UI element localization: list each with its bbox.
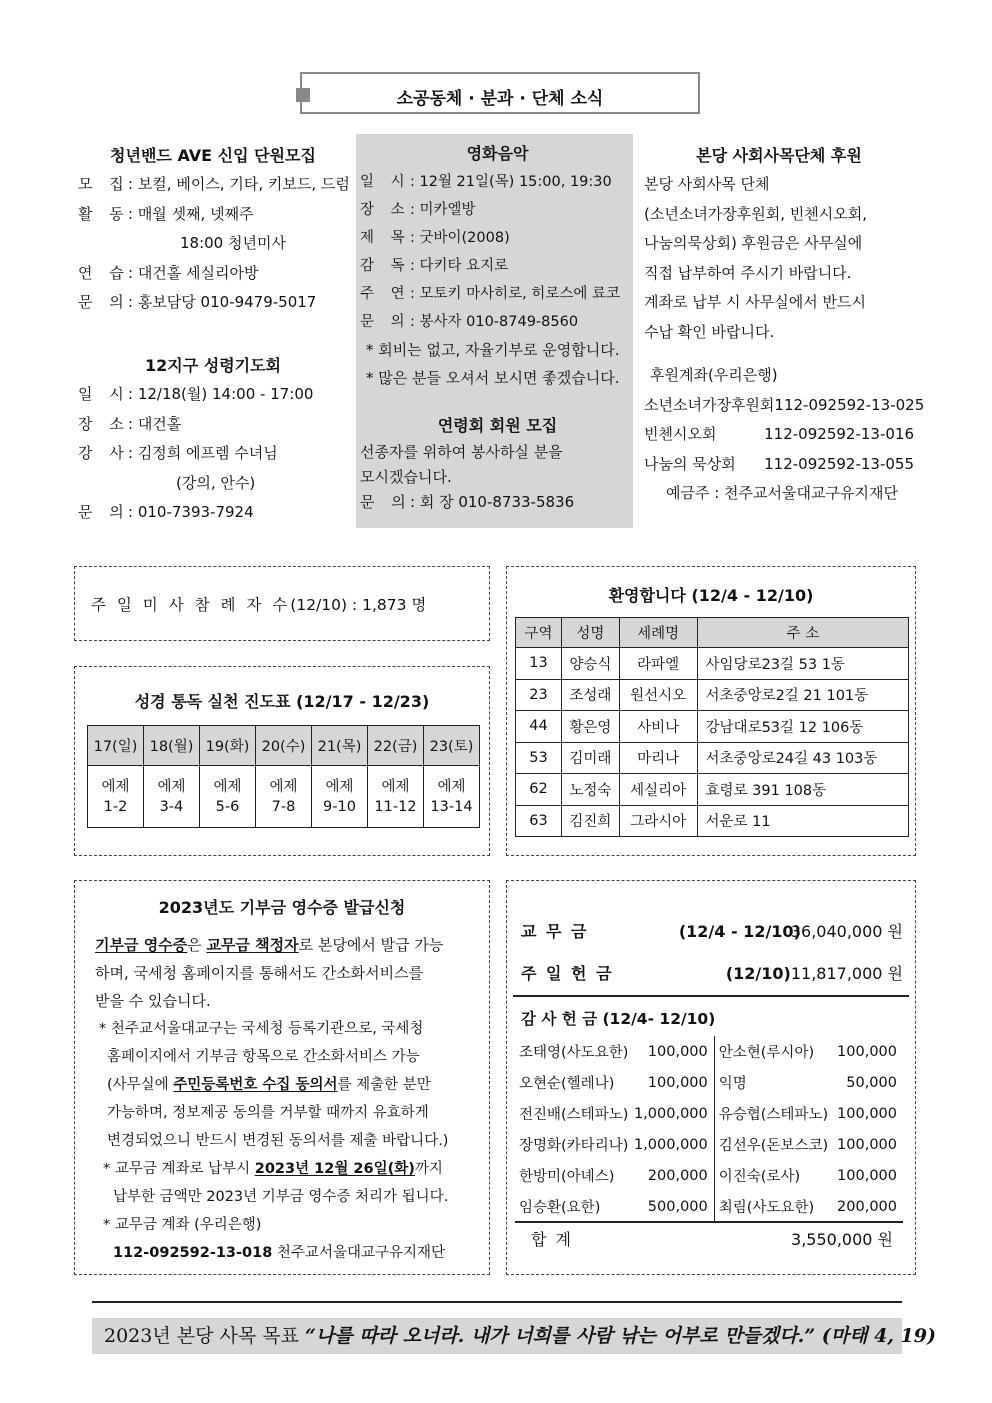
receipt-para-2: 하며, 국세청 홈페이지를 통해서도 간소화서비스를 bbox=[95, 964, 424, 982]
prayer-row-key: 일 시 bbox=[78, 385, 130, 403]
band-row-value: 18:00 청년미사 bbox=[180, 234, 286, 252]
account-name: 나눔의 묵상회 bbox=[644, 454, 736, 473]
bible-cell bbox=[256, 766, 312, 828]
account-name: 빈첸시오회 bbox=[644, 425, 717, 443]
bible-book: 에제 bbox=[213, 778, 242, 795]
bible-chapters: 1-2 bbox=[103, 798, 128, 815]
finance-label: 교 무 금 bbox=[521, 922, 589, 941]
support-line: 직접 납부하여 주시기 바랍니다. bbox=[644, 263, 852, 282]
prayer-title: 12지구 성령기도회 bbox=[144, 356, 282, 375]
band-row bbox=[78, 229, 348, 259]
bible-day-header: 21(목) bbox=[312, 726, 368, 766]
bible-chapters: 7-8 bbox=[271, 798, 296, 815]
table-row bbox=[519, 1036, 903, 1067]
receipt-account: 112-092592-13-018 천주교서울대교구유지재단 bbox=[113, 1245, 446, 1261]
donor-name: 김선우(돈보스코) bbox=[714, 1129, 828, 1160]
bible-day-header: 23(토) bbox=[424, 726, 480, 766]
prayer-row bbox=[78, 439, 348, 469]
support-account-row bbox=[644, 420, 914, 450]
table-row bbox=[516, 774, 909, 806]
table-row bbox=[516, 742, 909, 774]
bible-title: 성경 통독 실천 진도표 (12/17 - 12/23) bbox=[134, 692, 430, 711]
bible-chapters: 5-6 bbox=[215, 798, 240, 815]
welcome-cell: 23 bbox=[516, 679, 562, 711]
welcome-cell: 원선시오 bbox=[619, 679, 697, 711]
welcome-cell: 양승식 bbox=[561, 648, 619, 680]
bible-cell bbox=[144, 766, 200, 828]
thanks-table bbox=[519, 1036, 903, 1222]
band-row-value: : 대건홀 세실리아방 bbox=[128, 263, 259, 282]
movie-row bbox=[360, 308, 635, 336]
prayer-row-value: (강의, 안수) bbox=[176, 473, 256, 492]
pastoral-motto: 2023년 본당 사목 목표 “나를 따라 오너라. 내가 너희를 사람 낚는 어부로 만들겠다.” (마태 4, 19) bbox=[92, 1318, 902, 1354]
bible-day-header: 19(화) bbox=[200, 726, 256, 766]
movie-row-value: : 12월 21일(목) 15:00, 19:30 bbox=[410, 174, 612, 190]
prayer-row-key: 장 소 bbox=[78, 414, 130, 433]
movie-note-2: * 많은 분들 오셔서 보시면 좋겠습니다. bbox=[366, 369, 620, 387]
finance-amount: 36,040,000 원 bbox=[790, 922, 903, 941]
movie-row bbox=[360, 196, 635, 224]
welcome-cell: 마리나 bbox=[619, 742, 697, 774]
welcome-table bbox=[515, 617, 909, 837]
bible-chapters: 11-12 bbox=[374, 798, 417, 815]
welcome-cell: 라파엘 bbox=[619, 648, 697, 680]
account-number: 112-092592-13-025 bbox=[774, 395, 925, 414]
welcome-box bbox=[506, 566, 916, 856]
movie-row bbox=[360, 280, 635, 308]
welcome-header: 세례명 bbox=[619, 618, 697, 648]
bible-book: 에제 bbox=[325, 778, 354, 795]
support-account-row bbox=[644, 450, 914, 480]
support-title: 본당 사회사목단체 후원 bbox=[696, 146, 862, 165]
receipt-note-4: 가능하며, 정보제공 동의를 거부할 때까지 유효하게 bbox=[107, 1105, 429, 1121]
thanks-title: 감 사 헌 금 (12/4- 12/10) bbox=[521, 1010, 716, 1028]
donor-amount: 200,000 bbox=[837, 1198, 897, 1215]
bible-chapters: 9-10 bbox=[323, 798, 356, 815]
donor-amount: 200,000 bbox=[647, 1167, 708, 1184]
bible-book: 에제 bbox=[101, 778, 130, 795]
donor-name: 한방미(아녜스) bbox=[519, 1169, 615, 1185]
donor-amount: 100,000 bbox=[837, 1105, 897, 1122]
mass-attendance-box bbox=[74, 566, 490, 641]
donor-name: 오현순(헬레나) bbox=[519, 1076, 615, 1092]
receipt-para-1: 기부금 영수증은 교무금 책정자로 본당에서 발급 가능 bbox=[95, 936, 444, 954]
bible-book: 에제 bbox=[269, 778, 298, 795]
movie-row-key: 감 독 bbox=[360, 258, 411, 274]
band-row bbox=[78, 170, 348, 200]
band-row bbox=[78, 200, 348, 230]
band-row-value: : 매월 셋째, 넷째주 bbox=[128, 204, 254, 223]
band-row bbox=[78, 259, 348, 289]
prayer-row-key bbox=[78, 469, 128, 499]
support-line: 나눔의묵상회) 후원금은 사무실에 bbox=[644, 234, 863, 252]
donor-name: 전진배(스테파노) bbox=[519, 1107, 629, 1123]
band-row-value: : 홍보담당 010-9479-5017 bbox=[128, 293, 317, 311]
donor-name: 임승환(요한) bbox=[519, 1200, 601, 1216]
table-row bbox=[516, 679, 909, 711]
welcome-header: 주 소 bbox=[697, 618, 908, 648]
bible-chapters: 13-14 bbox=[430, 798, 473, 815]
donor-amount: 1,000,000 bbox=[633, 1105, 708, 1122]
welcome-cell: 세실리아 bbox=[619, 774, 697, 806]
account-number: 112-092592-13-016 bbox=[764, 425, 914, 443]
section-header bbox=[300, 72, 700, 114]
movie-row-value: : 모토키 마사히로, 히로스에 료코 bbox=[410, 286, 621, 302]
welcome-cell: 44 bbox=[516, 711, 562, 743]
bible-day-header: 18(월) bbox=[144, 726, 200, 766]
bible-day-header: 22(금) bbox=[368, 726, 424, 766]
donor-name: 장명화(카타리나) bbox=[519, 1138, 629, 1154]
welcome-cell: 강남대로53길 12 106동 bbox=[697, 711, 908, 743]
prayer-row bbox=[78, 380, 348, 410]
table-row bbox=[519, 1160, 903, 1191]
receipt-para-3: 받을 수 있습니다. bbox=[95, 992, 211, 1010]
welcome-cell: 그라시아 bbox=[619, 805, 697, 837]
receipt-note-5: 변경되었으니 반드시 변경된 동의서를 제출 바랍니다.) bbox=[107, 1133, 449, 1149]
movie-row-key: 장 소 bbox=[360, 202, 411, 218]
receipt-box bbox=[74, 880, 490, 1275]
donor-name: 유승협(스테파노) bbox=[714, 1098, 828, 1129]
support-account-row bbox=[644, 391, 925, 421]
band-row-key: 문 의 bbox=[78, 293, 130, 311]
account-name: 소년소녀가장후원회 bbox=[644, 395, 775, 414]
movie-row-value: : 미카엘방 bbox=[410, 202, 476, 218]
receipt-note-8: * 교무금 계좌 (우리은행) bbox=[103, 1217, 262, 1233]
welcome-cell: 노정숙 bbox=[561, 774, 619, 806]
mass-label: 주 일 미 사 참 례 자 수 bbox=[91, 596, 291, 614]
finance-amount: 11,817,000 원 bbox=[790, 964, 903, 983]
band-row-key: 활 동 bbox=[78, 204, 130, 223]
support-line: 본당 사회사목 단체 bbox=[644, 175, 770, 193]
account-number: 112-092592-13-055 bbox=[764, 454, 914, 473]
receipt-note-2: 홈페이지에서 기부금 항목으로 간소화서비스 가능 bbox=[107, 1049, 420, 1065]
movie-row-key: 문 의 bbox=[360, 314, 411, 330]
welcome-cell: 서초중앙로24길 43 103동 bbox=[697, 742, 908, 774]
receipt-note-1: * 천주교서울대교구는 국세청 등록기관으로, 국세청 bbox=[99, 1021, 424, 1037]
welcome-header: 구역 bbox=[516, 618, 562, 648]
prayer-row-key: 강 사 bbox=[78, 444, 130, 462]
bible-cell bbox=[88, 766, 144, 828]
prayer-row-value: : 대건홀 bbox=[128, 414, 182, 433]
donor-name: 조태영(사도요한) bbox=[519, 1045, 629, 1061]
receipt-note-3: (사무실에 주민등록번호 수집 동의서를 제출한 분만 bbox=[107, 1077, 431, 1093]
total-label: 합 계 bbox=[531, 1230, 573, 1249]
movie-row bbox=[360, 224, 635, 252]
donor-amount: 100,000 bbox=[837, 1136, 897, 1153]
bible-chapters: 3-4 bbox=[159, 798, 184, 815]
donor-name: 익명 bbox=[714, 1067, 828, 1098]
footer-divider bbox=[92, 1301, 902, 1303]
bible-cell bbox=[368, 766, 424, 828]
band-row bbox=[78, 288, 348, 318]
movie-row bbox=[360, 252, 635, 280]
donor-amount: 1,000,000 bbox=[633, 1136, 708, 1153]
bible-day-header: 20(수) bbox=[256, 726, 312, 766]
donor-amount: 100,000 bbox=[647, 1043, 708, 1060]
welcome-cell: 김진희 bbox=[561, 805, 619, 837]
finance-period: (12/10) bbox=[725, 964, 791, 983]
table-row bbox=[516, 648, 909, 680]
bible-reading-box bbox=[74, 666, 490, 856]
support-line: (소년소녀가장후원회, 빈첸시오회, bbox=[644, 204, 868, 223]
movie-row-value: : 봉사자 010-8749-8560 bbox=[410, 314, 579, 330]
prayer-row bbox=[78, 498, 348, 528]
bible-cell bbox=[200, 766, 256, 828]
table-row bbox=[519, 1098, 903, 1129]
donor-name: 최림(사도요한) bbox=[714, 1191, 828, 1222]
bible-table bbox=[87, 725, 480, 828]
total-amount: 3,550,000 원 bbox=[791, 1230, 893, 1249]
welcome-cell: 53 bbox=[516, 742, 562, 774]
band-row-value: : 보컬, 베이스, 기타, 키보드, 드럼 bbox=[128, 175, 350, 193]
donor-amount: 50,000 bbox=[846, 1074, 897, 1091]
welcome-cell: 사임당로23길 53 1동 bbox=[697, 648, 908, 680]
welcome-cell: 조성래 bbox=[561, 679, 619, 711]
movie-title: 영화음악 bbox=[466, 144, 529, 163]
support-notice bbox=[644, 142, 925, 509]
support-line: 계좌로 납부 시 사무실에서 반드시 bbox=[644, 293, 866, 311]
table-row bbox=[519, 1067, 903, 1098]
elders-line-1: 선종자를 위하여 봉사하실 분을 bbox=[360, 443, 563, 461]
donor-amount: 100,000 bbox=[837, 1167, 897, 1184]
section-title: 소공동체 · 분과 · 단체 소식 bbox=[396, 89, 604, 109]
donor-amount: 500,000 bbox=[647, 1198, 708, 1215]
welcome-cell: 서초중앙로2길 21 101동 bbox=[697, 679, 908, 711]
band-notice bbox=[78, 142, 348, 318]
prayer-row bbox=[78, 469, 348, 499]
support-account-title: 후원계좌(우리은행) bbox=[650, 366, 778, 384]
mass-value: (12/10) : 1,873 명 bbox=[290, 596, 427, 614]
welcome-cell: 효령로 391 108동 bbox=[697, 774, 908, 806]
prayer-row-value: : 김정희 에프렘 수녀님 bbox=[128, 444, 278, 462]
donor-name: 이진숙(로사) bbox=[714, 1160, 828, 1191]
bible-book: 에제 bbox=[381, 778, 410, 795]
donor-amount: 100,000 bbox=[647, 1074, 708, 1091]
donor-name: 안소현(루시아) bbox=[714, 1036, 828, 1067]
movie-row-value: : 다키타 요지로 bbox=[410, 258, 509, 274]
prayer-row-key: 문 의 bbox=[78, 503, 130, 521]
welcome-cell: 13 bbox=[516, 648, 562, 680]
welcome-title: 환영합니다 (12/4 - 12/10) bbox=[608, 586, 814, 605]
movie-panel bbox=[356, 134, 633, 528]
movie-row-key: 제 목 bbox=[360, 230, 411, 246]
table-row bbox=[516, 711, 909, 743]
finance-box bbox=[506, 880, 916, 1275]
prayer-row-value: : 12/18(월) 14:00 - 17:00 bbox=[128, 385, 314, 403]
support-line: 수납 확인 바랍니다. bbox=[644, 322, 775, 341]
finance-period: (12/4 - 12/10) bbox=[678, 922, 801, 941]
total-divider bbox=[515, 1221, 903, 1223]
welcome-header: 성명 bbox=[561, 618, 619, 648]
band-row-key: 연 습 bbox=[78, 263, 130, 282]
bible-day-header: 17(일) bbox=[88, 726, 144, 766]
welcome-cell: 사비나 bbox=[619, 711, 697, 743]
prayer-row bbox=[78, 410, 348, 440]
welcome-cell: 62 bbox=[516, 774, 562, 806]
welcome-cell: 서운로 11 bbox=[697, 805, 908, 837]
table-row bbox=[519, 1191, 903, 1222]
elders-line-2: 모시겠습니다. bbox=[360, 468, 452, 486]
finance-divider bbox=[513, 995, 909, 997]
table-row bbox=[519, 1129, 903, 1160]
donor-amount: 100,000 bbox=[837, 1043, 897, 1060]
prayer-row-value: : 010-7393-7924 bbox=[128, 503, 254, 521]
movie-note-1: * 회비는 없고, 자율기부로 운영합니다. bbox=[366, 341, 620, 359]
movie-row bbox=[360, 168, 635, 196]
welcome-cell: 황은영 bbox=[561, 711, 619, 743]
movie-row-key: 일 시 bbox=[360, 174, 411, 190]
support-holder: 예금주 : 천주교서울대교구유지재단 bbox=[666, 484, 898, 502]
finance-label: 주 일 헌 금 bbox=[521, 964, 614, 983]
bible-book: 에제 bbox=[157, 778, 186, 795]
bible-cell bbox=[424, 766, 480, 828]
band-row-key bbox=[78, 229, 128, 259]
welcome-cell: 63 bbox=[516, 805, 562, 837]
band-row-key: 모 집 bbox=[78, 175, 130, 193]
movie-row-key: 주 연 bbox=[360, 286, 411, 302]
elders-title: 연령회 회원 모집 bbox=[437, 416, 558, 435]
finance-row bbox=[521, 917, 903, 959]
receipt-note-6: * 교무금 계좌로 납부시 2023년 12월 26일(화)까지 bbox=[103, 1161, 443, 1177]
band-title: 청년밴드 AVE 신입 단원모집 bbox=[110, 146, 316, 165]
table-row bbox=[516, 805, 909, 837]
prayer-notice bbox=[78, 352, 348, 528]
receipt-note-7: 납부한 금액만 2023년 기부금 영수증 처리가 됩니다. bbox=[113, 1189, 449, 1205]
movie-row-value: : 굿바이(2008) bbox=[410, 230, 510, 246]
receipt-title: 2023년도 기부금 영수증 발급신청 bbox=[158, 898, 406, 917]
bible-book: 에제 bbox=[437, 778, 466, 795]
welcome-cell: 김미래 bbox=[561, 742, 619, 774]
elders-contact: 문 의 : 회 장 010-8733-5836 bbox=[360, 493, 575, 511]
bible-cell bbox=[312, 766, 368, 828]
